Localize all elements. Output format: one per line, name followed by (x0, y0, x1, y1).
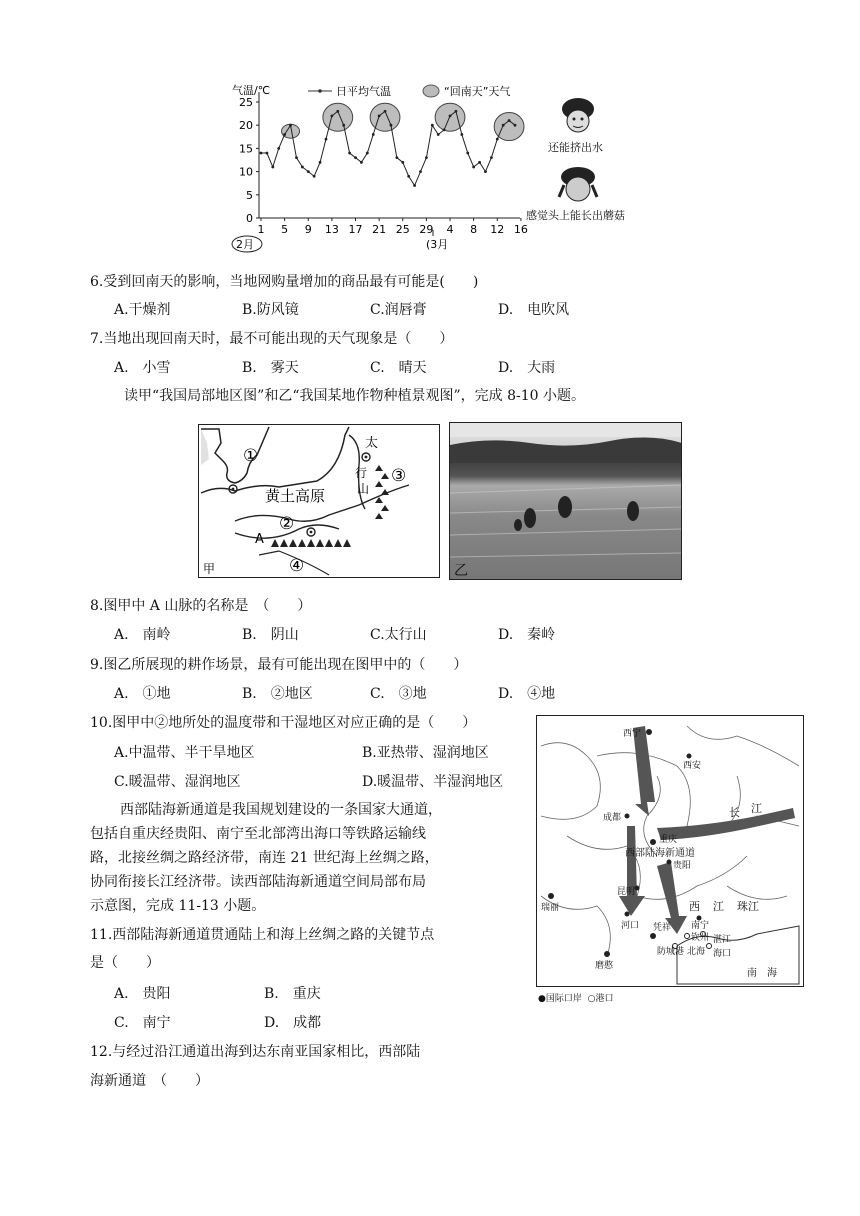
y-tick-label: 10 (239, 165, 253, 179)
y-tick-label: 5 (246, 188, 253, 202)
mountain-a-triangle (325, 539, 333, 547)
temp-point (496, 138, 499, 141)
x-tick-label: 9 (304, 223, 312, 236)
q8-option-d[interactable]: D. 秦岭 (498, 627, 556, 643)
cartoon-caption-1: 还能挤出水 (548, 141, 603, 154)
river-chang: 长 (729, 806, 740, 819)
intro-line-1: 西部陆海新通道是我国规划建设的一条国家大通道， (120, 802, 442, 818)
legend-dot (318, 89, 322, 93)
temp-point (443, 128, 446, 131)
temp-point (301, 166, 304, 169)
x-tick-label: 25 (395, 223, 410, 236)
y-tick-label: 20 (239, 119, 253, 133)
temp-point (266, 152, 269, 155)
sea-nanhai: 南 海 (747, 968, 777, 979)
mountain-a-triangle (280, 539, 288, 547)
temp-point (431, 124, 434, 127)
temp-point (449, 115, 452, 118)
mountain-a-triangle (289, 539, 297, 547)
temp-point (395, 156, 398, 159)
label-loess: 黄土高原 (265, 487, 326, 505)
temp-point (472, 166, 475, 169)
legend-port-icon: ● (538, 994, 546, 1004)
temp-point (466, 152, 469, 155)
label-taihang-3: 山 (357, 482, 370, 496)
legend-temp: 日平均气温 (336, 85, 391, 98)
q8-option-b[interactable]: B. 阴山 (242, 627, 299, 643)
intro-11-13 (90, 798, 510, 918)
legend-harbor: 港口 (595, 994, 614, 1004)
temp-point (460, 133, 463, 136)
river-jiang: 江 (751, 802, 762, 815)
label-jia: 甲 (203, 562, 216, 576)
q12-stem-2: 海新通道 （ ） (90, 1073, 209, 1089)
temp-point (508, 119, 511, 122)
temp-point (336, 110, 339, 113)
x-tick-label: 16 (513, 223, 528, 236)
city-zhanjiang: 湛江 (713, 935, 732, 945)
map-jia (198, 424, 440, 578)
city-nanning: 南宁 (691, 921, 710, 931)
river-xijiang: 江 (713, 900, 724, 913)
temp-point (413, 184, 416, 187)
temp-point (419, 170, 422, 173)
corridor-legend (538, 991, 613, 1004)
x-tick-label: 8 (470, 223, 478, 236)
corridor-title: 西部陆海新通道 (625, 848, 695, 859)
label-a: A (255, 532, 264, 547)
city-fangcheng: 防城港 (657, 947, 685, 957)
x-tick-label: 4 (446, 223, 454, 236)
temp-point (283, 133, 286, 136)
mountain-taihang-triangle (381, 505, 389, 511)
legend-huinantian: “回南天”天气 (444, 85, 511, 98)
q11-option-b[interactable]: B. 重庆 (264, 986, 321, 1002)
legend-ellipse (423, 85, 439, 97)
label-yi: 乙 (454, 563, 468, 579)
mountain-a-triangle (298, 539, 306, 547)
q7-option-a[interactable]: A. 小雪 (114, 360, 171, 376)
legend-port: 国际口岸 (545, 994, 582, 1004)
cartoon-caption-2: 感觉头上能长出蘑菇 (526, 209, 625, 222)
mountain-taihang-triangle (375, 481, 383, 487)
q10-option-b[interactable]: B.亚热带、湿润地区 (362, 745, 489, 761)
city-pingxiang: 凭祥 (653, 923, 672, 933)
q10-stem: 10.图甲中②地所处的温度带和干湿地区对应正确的是（ ） (90, 715, 477, 731)
q8-option-a[interactable]: A. 南岭 (114, 627, 171, 643)
q10-option-c[interactable]: C.暖温带、湿润地区 (114, 774, 241, 790)
river-xi: 西 (689, 900, 700, 913)
intro-line-4: 协同衔接长江经济带。读西部陆海新通道空间局部布局 (90, 874, 426, 890)
q6-stem: 6.受到回南天的影响，当地网购量增加的商品最有可能是( ) (90, 274, 479, 290)
temp-point (271, 166, 274, 169)
city-ruili: 瑞丽 (541, 903, 560, 913)
label-4: ④ (289, 556, 305, 576)
temp-point (360, 161, 363, 164)
q9-option-a[interactable]: A. ①地 (114, 686, 171, 702)
q6-option-a[interactable]: A.干燥剂 (114, 302, 171, 318)
temp-point (407, 175, 410, 178)
mountain-taihang-triangle (375, 465, 383, 471)
legend-harbor-icon: ○ (587, 994, 596, 1004)
temp-point (260, 152, 263, 155)
city-hekou: 河口 (621, 921, 640, 931)
x-tick-label: 17 (348, 223, 363, 236)
city-mohan: 磨憨 (595, 961, 614, 971)
q7-option-c[interactable]: C. 晴天 (370, 360, 427, 376)
huinantian-ellipse (370, 103, 400, 131)
x-tick-label: 5 (281, 223, 289, 236)
temp-point (330, 115, 333, 118)
temp-point (437, 133, 440, 136)
temp-point (455, 110, 458, 113)
q11-stem-1: 11.西部陆海新通道贯通陆上和海上丝绸之路的关键节点 (90, 927, 435, 943)
q9-stem: 9.图乙所展现的耕作场景，最有可能出现在图甲中的（ ） (90, 657, 468, 673)
city-chengdu: 成都 (603, 813, 622, 823)
mountain-a-triangle (271, 539, 279, 547)
q10-option-d[interactable]: D.暖温带、半湿润地区 (362, 774, 504, 790)
temp-point (484, 170, 487, 173)
temp-point (478, 161, 481, 164)
q11-stem-2: 是（ ） (90, 955, 160, 971)
q11-option-a[interactable]: A. 贵阳 (114, 986, 171, 1002)
city-xining: 西宁 (623, 729, 642, 739)
city-qinzhou: 钦州 (691, 933, 710, 943)
y-tick-label: 0 (246, 212, 253, 225)
temp-point (384, 110, 387, 113)
temp-point (514, 124, 517, 127)
temp-point (390, 124, 393, 127)
temp-point (295, 156, 298, 159)
temp-point (401, 161, 404, 164)
q6-option-d[interactable]: D. 电吹风 (498, 302, 570, 318)
q9-option-b[interactable]: B. ②地区 (242, 686, 313, 702)
temp-point (378, 115, 381, 118)
river-zhujiang: 珠江 (737, 900, 759, 913)
mountain-a-triangle (307, 539, 315, 547)
photo-yi (449, 422, 682, 580)
city-chongqing: 重庆 (659, 835, 678, 845)
intro-line-5: 示意图，完成 11-13 小题。 (90, 898, 266, 914)
x-tick-label: 1 (257, 223, 265, 236)
x-tick-label: 21 (372, 223, 387, 236)
temp-point (277, 147, 280, 150)
mountain-taihang-triangle (375, 513, 383, 519)
y-tick-label: 15 (239, 142, 253, 156)
temp-point (502, 124, 505, 127)
city-haikou: 海口 (713, 949, 732, 959)
corridor-map (536, 715, 804, 987)
q9-option-d[interactable]: D. ④地 (498, 686, 556, 702)
temp-point (319, 161, 322, 164)
city-beihai: 北海 (687, 947, 706, 957)
city-xian: 西安 (683, 761, 702, 771)
temp-point (490, 156, 493, 159)
month-feb: 2月 (236, 238, 254, 251)
temp-point (313, 175, 316, 178)
label-taihang-2: 行 (355, 466, 368, 480)
month-mar: (3月 (426, 238, 449, 251)
city-kunming: 昆明 (617, 887, 636, 897)
cartoon-2 (556, 165, 600, 205)
temp-point (342, 124, 345, 127)
q6-option-c[interactable]: C.润唇膏 (370, 302, 427, 318)
q8-stem: 8.图甲中 A 山脉的名称是 （ ） (90, 598, 312, 614)
x-tick-label: 29 (419, 223, 434, 236)
y-axis-label: 气温/℃ (232, 84, 271, 97)
label-2: ② (279, 514, 295, 534)
temp-point (372, 133, 375, 136)
intro-line-3: 路，北接丝绸之路经济带，南连 21 世纪海上丝绸之路， (90, 850, 439, 866)
huinantian-ellipse (323, 103, 353, 131)
temp-point (325, 138, 328, 141)
temp-point (348, 152, 351, 155)
q6-option-b[interactable]: B.防风镜 (242, 302, 299, 318)
temperature-chart-svg (228, 80, 528, 260)
city-guiyang: 贵阳 (673, 861, 692, 871)
temperature-chart (228, 80, 528, 260)
label-taihang-1: 太 (365, 436, 379, 451)
x-tick-label: 12 (490, 223, 505, 236)
temp-point (289, 124, 292, 127)
mountain-taihang-triangle (381, 473, 389, 479)
q7-option-b[interactable]: B. 雾天 (242, 360, 299, 376)
q8-option-c[interactable]: C.太行山 (370, 627, 427, 643)
temp-point (307, 170, 310, 173)
q10-option-a[interactable]: A.中温带、半干旱地区 (114, 745, 255, 761)
mountain-a-triangle (316, 539, 324, 547)
y-tick-label: 25 (239, 96, 253, 109)
label-3: ③ (391, 466, 407, 486)
q11-option-c[interactable]: C. 南宁 (114, 1015, 171, 1031)
mountain-a-triangle (343, 539, 351, 547)
temp-point (354, 156, 357, 159)
q9-option-c[interactable]: C. ③地 (370, 686, 427, 702)
temp-point (366, 152, 369, 155)
q12-stem-1: 12.与经过沿江通道出海到达东南亚国家相比，西部陆 (90, 1044, 421, 1060)
intro-line-2: 包括自重庆经贵阳、南宁至北部湾出海口等铁路运输线 (90, 826, 426, 842)
intro-8-10: 读甲“我国局部地区图”和乙“我国某地作物种植景观图”，完成 8-10 小题。 (124, 388, 585, 404)
mountain-a-triangle (334, 539, 342, 547)
label-1: ① (243, 446, 259, 466)
temp-point (425, 156, 428, 159)
cartoon-1 (556, 95, 600, 137)
q7-stem: 7.当地出现回南天时，最不可能出现的天气现象是（ ） (90, 331, 454, 347)
q7-option-d[interactable]: D. 大雨 (498, 360, 556, 376)
x-tick-label: 13 (324, 223, 339, 236)
q11-option-d[interactable]: D. 成都 (264, 1015, 322, 1031)
